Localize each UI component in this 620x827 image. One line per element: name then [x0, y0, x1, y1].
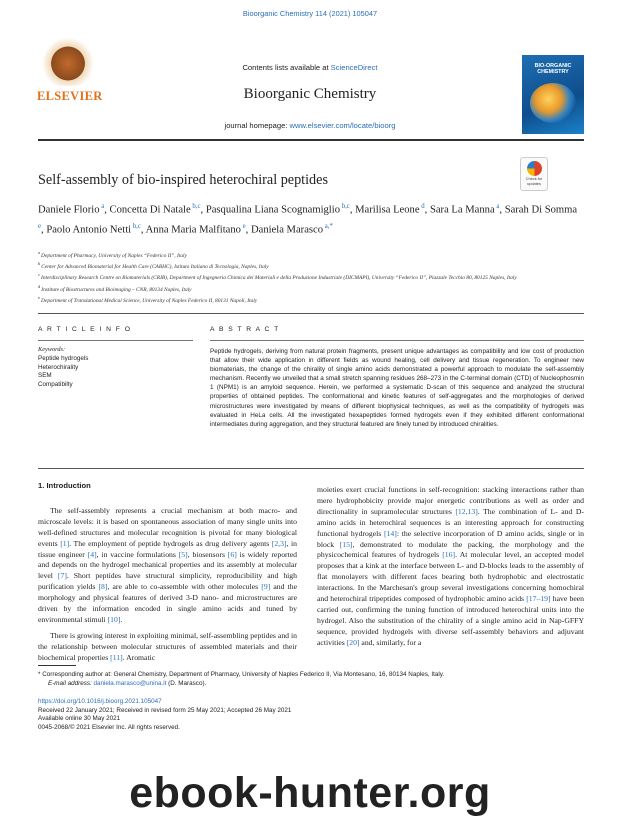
contents-line [105, 63, 515, 72]
author-name[interactable]: Sarah Di Somma [504, 204, 578, 216]
email-label: E-mail address: [48, 679, 94, 687]
doi-link[interactable]: https://doi.org/10.1016/j.bioorg.2021.105047 [38, 698, 162, 705]
author-name[interactable]: Sara La Manna [429, 204, 495, 216]
check-for-updates-button[interactable] [520, 157, 548, 191]
copyright-line: 0045-2068/© 2021 Elsevier Inc. All rights reserved. [38, 724, 180, 732]
keywords-list [38, 355, 88, 390]
reference-link[interactable]: [9] [261, 582, 271, 592]
journal-citation[interactable]: Bioorganic Chemistry 114 (2021) 105047 [242, 9, 378, 18]
sciencedirect-link[interactable]: ScienceDirect [330, 63, 378, 72]
header-rule [38, 139, 584, 141]
reference-link[interactable]: [12,13] [455, 506, 478, 516]
author-name[interactable]: Anna Maria Malfitano [145, 224, 241, 236]
cover-art-icon [530, 83, 576, 123]
body-column-right [317, 485, 584, 654]
affiliation-item: $^c$ Interdisciplinary Research Centre on Biomaterials (CRIB), Department of Ingegneria Chimica dei Materiali e della Produzione Industriale (DICMAPI), University “Federico II”, Piazzale Tecchio 80, 80125 Naples, Italy [38, 272, 517, 282]
article-metadata [38, 698, 584, 733]
journal-title: Bioorganic Chemistry [243, 86, 377, 102]
affiliation-marker[interactable]: b,c [340, 203, 350, 210]
contents-prefix: Contents lists available at [242, 63, 331, 72]
journal-cover[interactable] [522, 55, 584, 134]
affiliation-marker[interactable]: d [419, 203, 425, 210]
corresponding-author-footnote [38, 671, 584, 689]
affiliation-item: $^a$ Department of Pharmacy, University of Naples “Federico II”, Italy [38, 250, 187, 259]
available-online: Available online 30 May 2021 [38, 715, 121, 723]
affiliation-item: $^e$ Department of Translational Medical Science, University of Naples Federico II, 80131 Napoli, Italy [38, 294, 258, 304]
keyword-item: Heterochirality [38, 363, 79, 371]
affiliation-marker[interactable]: a [99, 203, 105, 210]
article-info-heading: A R T I C L E I N F O [38, 326, 132, 333]
affiliation-marker[interactable]: a,* [323, 222, 333, 230]
affiliation-marker[interactable]: e [38, 222, 42, 230]
elsevier-tree-icon [43, 36, 93, 86]
affiliation-marker[interactable]: a [494, 203, 500, 210]
abstract-rule [210, 340, 584, 341]
footnote-rule [38, 665, 76, 666]
reference-link[interactable]: [15] [339, 539, 353, 549]
body-paragraph: moieties exert crucial functions in self-recognition: stacking interactions rather than mere hydrophobicity provide major energetic contributions as well as order and directionality in supramolecular structures [12,13]. The combination of L- and D-amino acids in heterochiral sequences is an interesting approach for constructing functional hydrogels [14]: the selective incorporation of D amino acids, single or in block [15], demonstrated to modulate the packing, the morphology and the physicochemical features of hydrogels [16]. At molecular level, an accepted model proposes that a kink at the interface between L- and D-blocks leads to the assembly of flat monolayers with different faces bearing both hydrophobic and electrostatic interactions. In the Marchesan's group several investigations concerning homochiral and heterochiral tripeptides composed of hydrophobic amino acids [17–19] have been carried out, confirming the tuning function of introduced heterochiral units into the hydrogel. Also the substitution of the chirality of a single amino acid in Nap-GFFY sequence, provided hydrogels with diverse self-assembly behaviors and adjuvant activities [20] and, similarly, for a [317, 485, 585, 647]
reference-link[interactable]: [14] [384, 528, 397, 538]
reference-link[interactable]: [6] [227, 549, 237, 559]
email-link[interactable]: daniela.marasco@unina.it [93, 679, 167, 687]
corresponding-author-note: * Corresponding author at: General Chemistry, Department of Pharmacy, University of Naples Federico II, Via Montesano, 16, 80134 Naples, Italy. [38, 671, 445, 678]
affiliation-list [38, 249, 583, 305]
watermark-text: ebook-hunter.org [129, 769, 491, 817]
homepage-link[interactable]: www.elsevier.com/locate/bioorg [289, 121, 396, 130]
body-paragraph: There is growing interest in exploiting minimal, self-assembling peptides and in the relationship between molecular structures of assembled materials and their biochemical properties [11]. Aromatic [38, 630, 297, 662]
author-name[interactable]: Daniela Marasco [250, 224, 324, 236]
affiliation-marker[interactable]: b,c [190, 203, 201, 210]
affiliation-item: $^b$ Center for Advanced Biomaterial for Health Care (CABHC), Istituto Italiano di Tecnologia, Naples, Italy [38, 261, 269, 270]
received-dates: Received 22 January 2021; Received in revised form 25 May 2021; Accepted 26 May 2021 [38, 706, 292, 714]
affiliation-marker[interactable]: b,c [131, 222, 141, 230]
reference-link[interactable]: [1] [60, 538, 70, 548]
homepage-line [105, 121, 515, 130]
publisher-logo-text: ELSEVIER [37, 89, 103, 103]
reference-link[interactable]: [20] [346, 637, 360, 647]
author-name[interactable]: Paolo Antonio Netti [46, 224, 132, 236]
check-updates-label: Check for updates [525, 176, 543, 186]
article-info-rule [38, 340, 193, 341]
reference-link[interactable]: [17–19] [526, 594, 551, 604]
keywords-label: Keywords: [38, 346, 66, 353]
email-line [38, 680, 584, 689]
affiliation-marker[interactable]: e [240, 222, 246, 230]
author-name[interactable]: Marilisa Leone [355, 204, 420, 216]
reference-link[interactable]: [4] [87, 549, 97, 559]
intro-heading: 1. Introduction [38, 481, 91, 490]
keyword-item: SEM [38, 372, 52, 380]
body-paragraph: The self-assembly represents a crucial mechanism at both macro- and microscale levels: it is based on spontaneous association of many single units into well-defined structures and molecular recognition is pivotal for many biological events [1]. The employment of peptide hydrogels as drug delivery agents [2,3], in tissue engineer [4], in vaccine formulations [5], biosensors [6] is widely reported and depends on the hydrogel mechanical properties and its assembly at molecular level [7]. Short peptides have structural simplicity, reproducibility and high purification yields [8], are able to co-assemble with other molecules [9] and the morphology and physical features of derived 3-D nano- and microstructures are driven by the information encoded in single amino acids and tuned by environmental stimuli [10]. [38, 505, 297, 624]
affiliation-key: b [38, 261, 42, 267]
cover-title: BIO-ORGANIC CHEMISTRY [534, 63, 572, 76]
affiliation-key: e [38, 294, 42, 300]
abstract-end-rule [38, 468, 584, 469]
abstract-heading: A B S T R A C T [210, 326, 280, 333]
affiliation-key: c [38, 272, 42, 278]
keyword-item: Compatibilty [38, 381, 73, 389]
reference-link[interactable]: [16] [442, 550, 456, 560]
abstract-text: Peptide hydrogels, deriving from natural protein fragments, present unique advantages as compatibility and low cost of production that allow their wide application in different fields as wound healing, cell delivery and tissue regeneration. To engineer new biomaterials, the change of the chirality of single amino acids demonstrated a powerful approach to modulate the self-assembly mechanism. Recently we unveiled that a small stretch spanning residues 268–273 in the C-terminal domain (CTD) of Nucleophosmin 1 (NPM1) is an amyloid sequence. Herein, we performed a systematic D-scan of this sequence and analyzed the structural properties of obtained peptides. The conformational and kinetic features of self-aggregates and the morphologies of derived microstructures were investigated by means of different biophysical techniques, as well as the compatibility of hydrogels was evaluated in HeLa cells. All the investigated hexapeptides formed hydrogels even if they exhibited different conformational intermediates during aggregation, and they structural featured are finely tuned by introduced chiralities. [210, 348, 584, 428]
homepage-prefix: journal homepage: [224, 121, 290, 130]
affiliation-key: d [38, 283, 42, 289]
keyword-item: Peptide hydrogels [38, 355, 89, 362]
affiliation-item: $^d$ Institute of Biostructures and Bioimaging – CNR, 80134 Naples, Italy [38, 283, 192, 293]
author-name[interactable]: Daniele Florio [38, 204, 100, 216]
section-rule [38, 313, 584, 314]
reference-link[interactable]: [2,3] [271, 538, 287, 548]
reference-link[interactable]: [7] [57, 571, 67, 581]
reference-link[interactable]: [8] [98, 582, 108, 592]
reference-link[interactable]: [11] [110, 652, 123, 662]
check-updates-icon [527, 161, 542, 176]
author-list: Daniele Florio $^a$, Concetta Di Natale $^{b,c}$, Pasqualina Liana Scognamiglio $^{b,c}$, Marilisa Leone $^d$, Sara La Manna $^a$, Sarah Di Somma $^e$, Paolo Antonio Netti $^{b,c}$, Anna Maria Malfitano $^e$, Daniela Marasco $^{a,*}$ [38, 203, 578, 236]
body-column-left [38, 481, 297, 669]
publisher-logo[interactable] [37, 36, 103, 134]
email-suffix: (D. Marasco). [166, 679, 207, 687]
reference-link[interactable]: [10] [107, 614, 121, 624]
author-name[interactable]: Concetta Di Natale [109, 204, 191, 216]
affiliation-key: a [38, 250, 42, 255]
article-title: Self-assembly of bio-inspired heterochiral peptides [38, 172, 328, 188]
author-name[interactable]: Pasqualina Liana Scognamiglio [205, 204, 340, 216]
reference-link[interactable]: [5] [178, 549, 188, 559]
